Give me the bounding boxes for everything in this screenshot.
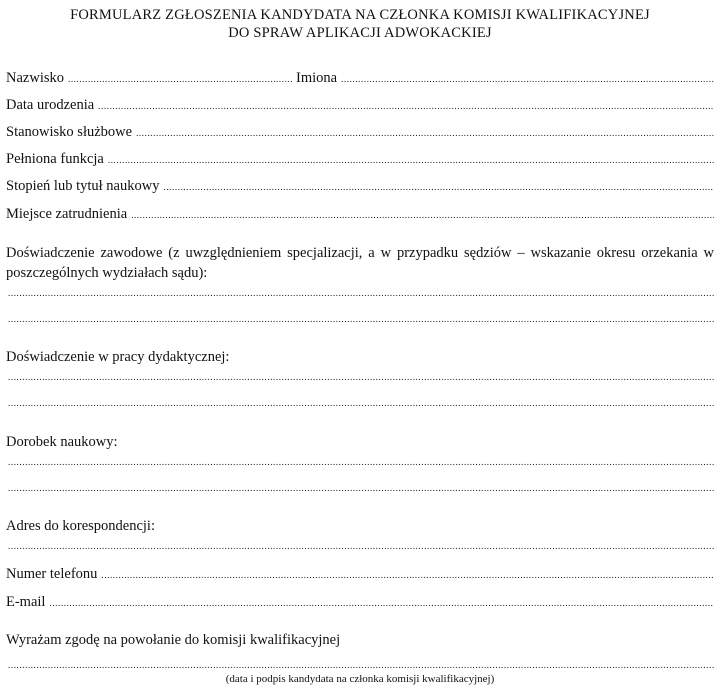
teaching-experience-line-1[interactable] — [8, 372, 714, 386]
professional-experience-label: Doświadczenie zawodowe (z uwzględnieniem specjalizacji, a w przypadku sędziów – wskazanie okresu orzekania w poszczególnych wydziałach sądu): — [6, 245, 714, 281]
function-field[interactable] — [108, 155, 714, 165]
function-row — [6, 151, 714, 171]
birth-date-field[interactable] — [98, 101, 714, 111]
teaching-experience-label: Doświadczenie w pracy dydaktycznej: — [6, 349, 230, 365]
position-label: Stanowisko służbowe — [6, 124, 133, 140]
names-field[interactable] — [341, 74, 714, 84]
function-label: Pełniona funkcja — [6, 151, 104, 167]
workplace-row — [6, 206, 714, 226]
phone-label: Numer telefonu — [6, 566, 98, 582]
birth-date-row — [6, 97, 714, 117]
professional-experience-line-1[interactable] — [8, 288, 714, 302]
workplace-field[interactable] — [131, 210, 714, 220]
scientific-output-label: Dorobek naukowy: — [6, 434, 118, 450]
phone-field[interactable] — [101, 570, 714, 580]
scientific-output-line-1[interactable] — [8, 457, 714, 471]
scientific-output-line-2[interactable] — [8, 483, 714, 497]
email-row — [6, 594, 714, 614]
degree-row — [6, 178, 714, 198]
signature-line[interactable] — [8, 660, 714, 674]
degree-field[interactable] — [163, 182, 714, 192]
names-label: Imiona — [296, 70, 338, 86]
consent-statement: Wyrażam zgodę na powołanie do komisji kwalifikacyjnej — [6, 632, 341, 648]
teaching-experience-line-2[interactable] — [8, 398, 714, 412]
surname-field[interactable] — [68, 74, 292, 84]
surname-names-row — [6, 70, 714, 90]
email-field[interactable] — [49, 598, 714, 608]
form-title-line-1: FORMULARZ ZGŁOSZENIA KANDYDATA NA CZŁONKA KOMISJI KWALIFIKACYJNEJ — [70, 7, 650, 23]
birth-date-label: Data urodzenia — [6, 97, 95, 113]
signature-caption: (data i podpis kandydata na członka komisji kwalifikacyjnej) — [225, 673, 495, 685]
workplace-label: Miejsce zatrudnienia — [6, 206, 128, 222]
position-row — [6, 124, 714, 144]
degree-label: Stopień lub tytuł naukowy — [6, 178, 160, 194]
surname-label: Nazwisko — [6, 70, 64, 86]
form-title-line-2: DO SPRAW APLIKACJI ADWOKACKIEJ — [228, 25, 492, 41]
phone-row — [6, 566, 714, 586]
position-field[interactable] — [136, 128, 714, 138]
email-label: E-mail — [6, 594, 46, 610]
professional-experience-line-2[interactable] — [8, 314, 714, 328]
address-line[interactable] — [8, 541, 714, 555]
address-label: Adres do korespondencji: — [6, 518, 155, 534]
